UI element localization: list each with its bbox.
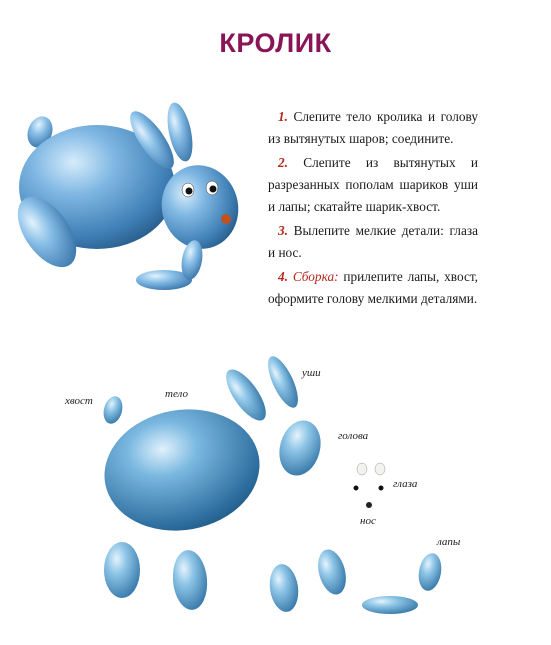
page-title: КРОЛИК (219, 28, 332, 58)
paw-part (104, 542, 140, 598)
ear-part (219, 364, 273, 427)
paw-part (170, 549, 209, 612)
nose-part (366, 502, 372, 508)
instruction-steps (268, 106, 478, 312)
paw-part (416, 551, 444, 592)
step-emphasis: Сборка: (292, 269, 339, 284)
paw-part (267, 562, 301, 613)
step-text: Слепите тело кролика и голову из вытянутых шаров; соедините. (268, 109, 478, 146)
label-ears: уши (302, 367, 321, 379)
paw-part (362, 596, 418, 614)
step-number: 3. (278, 223, 288, 238)
label-nose: нос (360, 515, 376, 527)
step-text: Вылепите мелкие детали: глаза и нос. (268, 223, 478, 260)
step-number: 1. (278, 109, 288, 124)
step-number: 4. (278, 269, 288, 284)
parts-illustration (0, 340, 551, 640)
pupil-part (379, 486, 384, 491)
label-body: тело (165, 388, 188, 400)
step-1 (268, 106, 478, 150)
head-part (273, 416, 326, 480)
paw-part (313, 546, 350, 597)
rabbit-illustration (2, 92, 252, 312)
parts-diagram (0, 340, 551, 640)
pupil-part (354, 486, 359, 491)
tail-part (101, 394, 126, 426)
eye-part (357, 463, 367, 475)
label-eyes: глаза (393, 478, 418, 490)
eye-part (375, 463, 385, 475)
ear-part (262, 352, 304, 411)
step-2 (268, 152, 478, 218)
label-paws: лапы (437, 536, 461, 548)
step-text: прилепите лапы, хвост, оформите голову мелкими деталями. (268, 269, 478, 306)
step-text: Слепите из вытянутых и разрезанных пополам шариков уши и лапы; скатайте шарик-хвост. (268, 155, 478, 214)
label-tail: хвост (65, 395, 93, 407)
body-part (95, 397, 269, 542)
step-number: 2. (278, 155, 288, 170)
label-head: голова (338, 430, 369, 442)
step-3 (268, 220, 478, 264)
step-4 (268, 266, 478, 310)
